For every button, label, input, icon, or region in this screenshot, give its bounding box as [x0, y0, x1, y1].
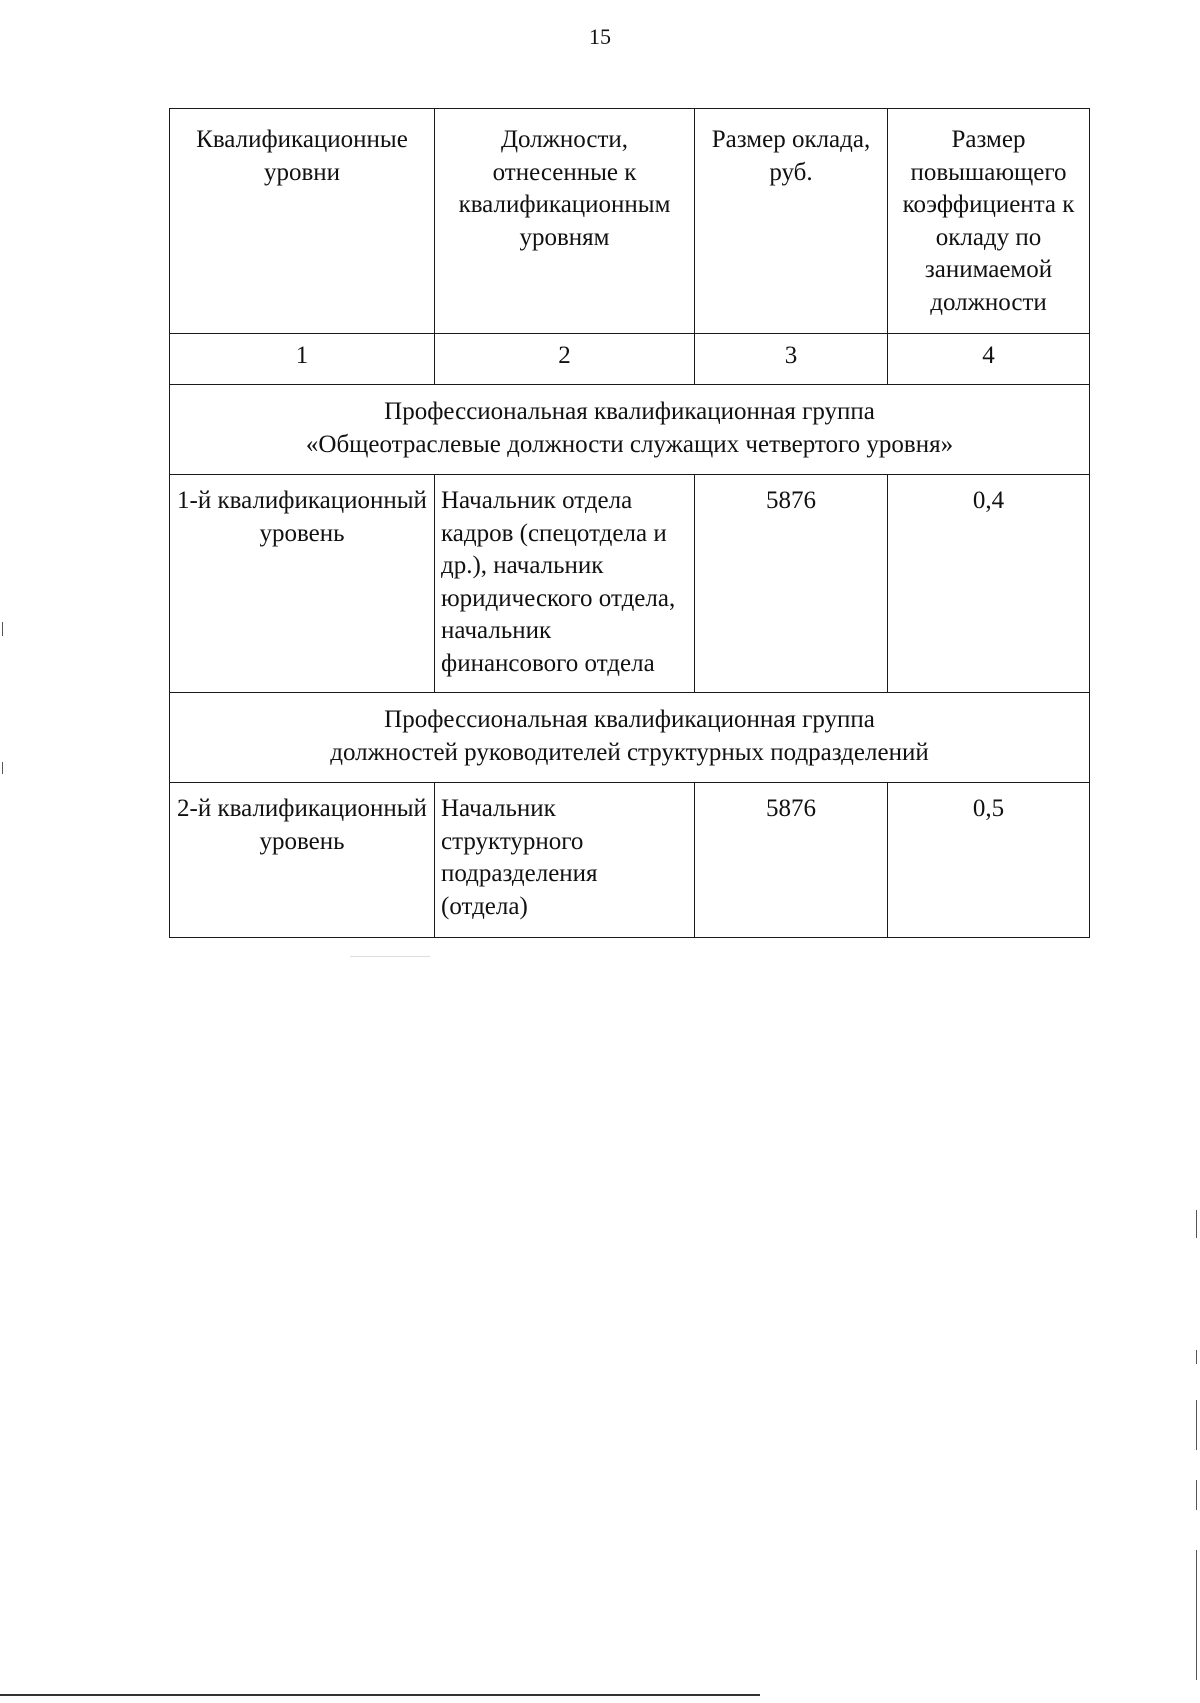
table-row: [170, 783, 1090, 938]
scan-bottom-edge: [0, 1694, 760, 1696]
scan-edge-mark: [2, 622, 3, 636]
group-title: [170, 385, 1090, 475]
scan-edge-mark: [1196, 1350, 1197, 1364]
column-number: 1: [170, 334, 435, 385]
scan-edge-mark: [1196, 1480, 1197, 1510]
table-header-row: [170, 109, 1090, 334]
page-number: 15: [589, 24, 611, 49]
scan-edge-mark: [1196, 1210, 1197, 1238]
scan-edge-mark: [1196, 1400, 1197, 1450]
group-title-line: Профессиональная квалификационная группа: [384, 706, 875, 733]
salary-cell: 5876: [695, 475, 888, 693]
column-number: 3: [695, 334, 888, 385]
column-number-row: [170, 334, 1090, 385]
qualification-level-cell: 2-й квалификационный уровень: [170, 783, 435, 938]
salary-cell: 5876: [695, 783, 888, 938]
coefficient-cell: 0,4: [888, 475, 1090, 693]
scan-edge-mark: [1196, 1550, 1197, 1680]
qualification-level-cell: 1-й квалификационный уровень: [170, 475, 435, 693]
header-salary: Размер оклада, руб.: [695, 109, 888, 334]
scan-artifact-line: [350, 956, 430, 957]
header-coefficient: Размер повышающего коэффициента к окладу по занимаемой должности: [888, 109, 1090, 334]
coefficient-cell: 0,5: [888, 783, 1090, 938]
position-cell: Начальник отдела кадров (спецотдела и др.), начальник юридического отдела, начальник финансового отдела: [435, 475, 695, 693]
header-qualification-levels: Квалификационные уровни: [170, 109, 435, 334]
column-number: 2: [435, 334, 695, 385]
group-title-row: [170, 693, 1090, 783]
group-title: [170, 693, 1090, 783]
group-title-line: должностей руководителей структурных подразделений: [330, 738, 929, 766]
group-title-row: [170, 385, 1090, 475]
group-title-line: «Общеотраслевые должности служащих четвертого уровня»: [305, 430, 954, 458]
table-row: [170, 475, 1090, 693]
column-number: 4: [888, 334, 1090, 385]
scan-edge-mark: [2, 762, 3, 774]
position-cell: Начальник структурного подразделения (отдела): [435, 783, 695, 938]
salary-table: [169, 108, 1090, 938]
header-positions: Должности, отнесенные к квалификационным уровням: [435, 109, 695, 334]
group-title-line: Профессиональная квалификационная группа: [384, 398, 875, 425]
